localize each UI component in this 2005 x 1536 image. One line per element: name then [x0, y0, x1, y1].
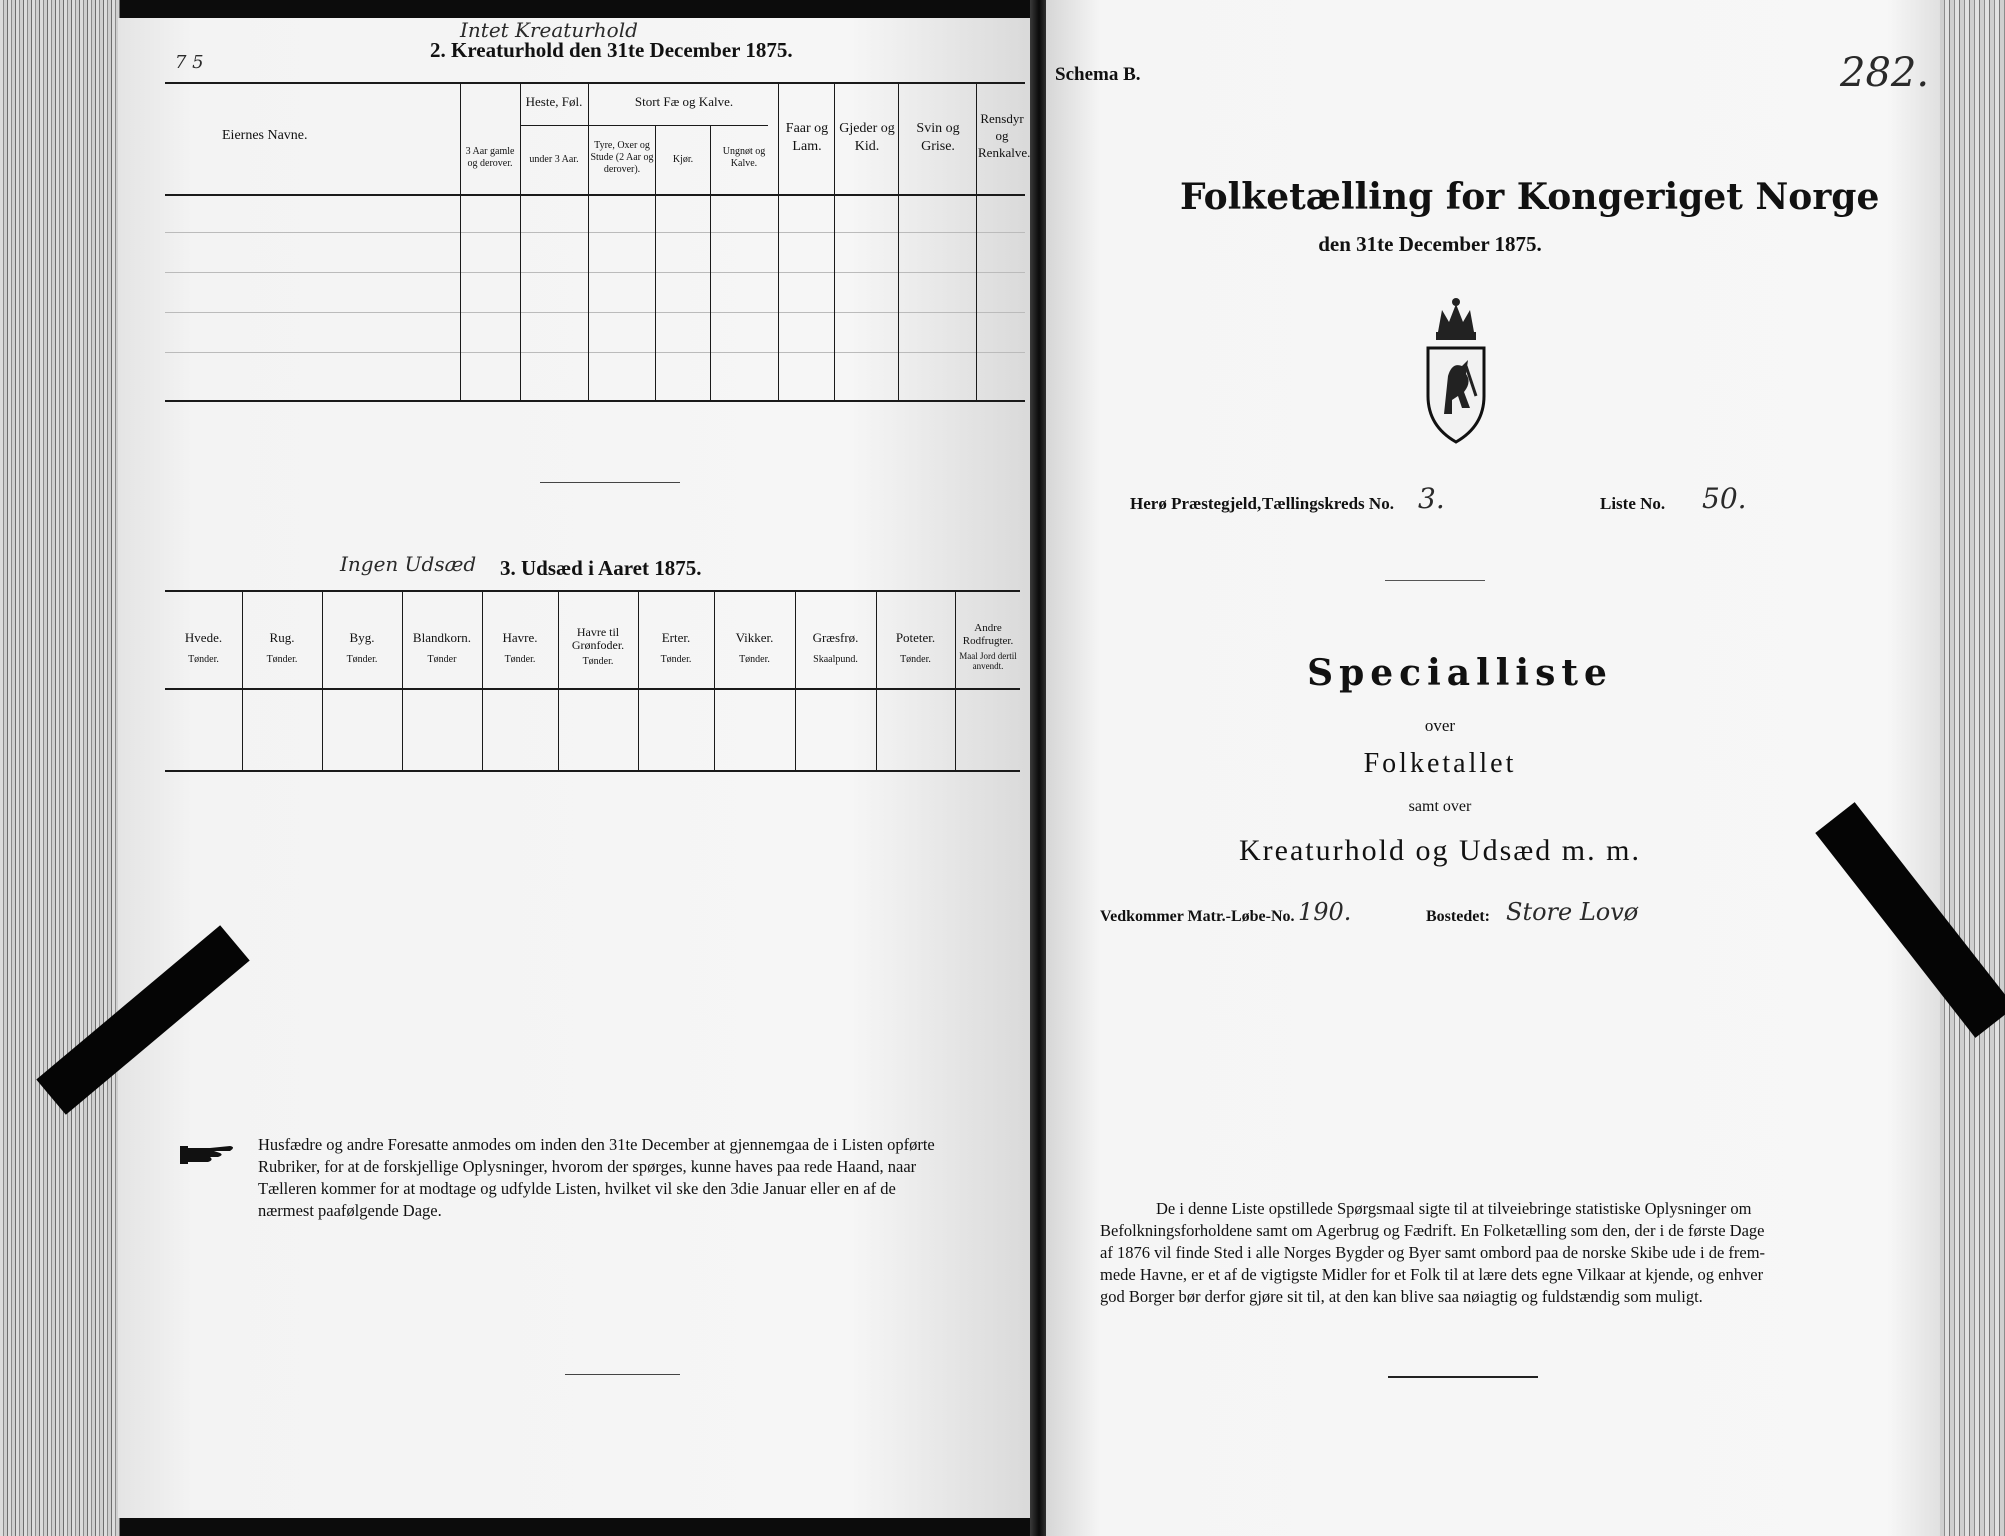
document-subtitle: den 31te December 1875.: [1318, 232, 1542, 256]
seed-col-byg: Byg. Tønder.: [346, 630, 378, 665]
list-label: Liste No.: [1600, 494, 1666, 513]
seed-col-vikker: Vikker. Tønder.: [735, 630, 774, 665]
col-divider: [898, 84, 899, 400]
corner-mark: 7 5: [175, 52, 204, 73]
bosted-label: Bostedet:: [1426, 908, 1490, 925]
document-title: Folketælling for Kongeriget Norge: [1180, 176, 1880, 218]
section3-title: 3. Udsæd i Aaret 1875.: [500, 556, 702, 580]
district-number: 3.: [1418, 482, 1445, 515]
bosted-value: Store Lovø: [1506, 898, 1639, 926]
col-divider: [778, 84, 779, 400]
header-pigs: Svin og Grise.: [916, 121, 960, 154]
col-divider: [460, 84, 461, 400]
statistics-explanation: De i denne Liste opstillede Spørgsmaal sigte til at tilveiebringe statistiske Oplysninger om Befolkningsforholdene samt om Agerbrug og Fædrift. En Folketælling som den, der i de første Dage af 1876 vil finde Sted i alle Norges Bygder og Byer samt ombord paa de norske Skibe ude i de frem- mede Havne, er et af de vigtigste Midler for et Folk til at lære dets egne Vilkaar at kjende, og enhver god Borger bør derfor gjøre sit til, at den kan blive saa nøiagtig og fuldstændig som muligt.: [1100, 1199, 1766, 1306]
col-divider: [322, 592, 323, 770]
parish-label: Herø Præstegjeld,: [1130, 494, 1262, 513]
header-owner: Eiernes Navne.: [222, 128, 308, 143]
matr-number: 190.: [1298, 898, 1352, 926]
header-goats: Gjeder og Kid.: [839, 121, 895, 154]
header-cattle-group: Stort Fæ og Kalve.: [634, 94, 734, 109]
pointing-hand-icon: [180, 1138, 238, 1168]
page-number: 282.: [1840, 50, 1930, 96]
seed-table-header-rule: [165, 688, 1020, 690]
header-bulls: Tyre, Oxer og Stude (2 Aar og derover).: [590, 140, 654, 175]
norwegian-coat-of-arms-icon: [1422, 296, 1490, 446]
separator-line: [1385, 580, 1485, 581]
seed-col-havre-gronfoder: Havre til Grønfoder. Tønder.: [571, 625, 625, 667]
col-divider: [795, 592, 796, 770]
col-divider: [588, 84, 589, 400]
header-reindeer: Rensdyr og Renkalve.: [978, 111, 1031, 160]
left-page: [118, 18, 1033, 1518]
seed-table-top-rule: [165, 590, 1020, 592]
col-divider: [638, 592, 639, 770]
col-divider: [714, 592, 715, 770]
seed-col-blandkorn: Blandkorn. Tønder: [412, 630, 472, 665]
col-divider: [655, 125, 656, 400]
col-divider: [955, 592, 956, 770]
col-divider: [242, 592, 243, 770]
col-divider: [976, 84, 977, 400]
kreaturhold-text: Kreaturhold og Udsæd m. m.: [1239, 834, 1641, 867]
col-divider: [710, 125, 711, 400]
header-young-cattle: Ungnøt og Kalve.: [722, 146, 766, 169]
section2-title: 2. Kreaturhold den 31te December 1875.: [430, 38, 793, 62]
header-cows: Kjør.: [672, 154, 694, 165]
matr-label: Vedkommer Matr.-Løbe-No.: [1100, 908, 1295, 925]
col-divider: [834, 84, 835, 400]
samt-over-text: samt over: [1408, 798, 1472, 815]
seed-handwritten-note: Ingen Udsæd: [340, 552, 477, 576]
seed-col-hvede: Hvede. Tønder.: [184, 630, 223, 665]
header-horses-under3: under 3 Aar.: [529, 154, 579, 165]
folketallet-text: Folketallet: [1363, 748, 1517, 779]
seed-col-erter: Erter. Tønder.: [660, 630, 692, 665]
livestock-row-rule: [165, 232, 1025, 233]
separator-line: [1388, 1376, 1538, 1378]
livestock-table-top-rule: [165, 82, 1025, 84]
district-label: Tællingskreds No.: [1262, 494, 1394, 513]
seed-col-rodfrugter: Andre Rodfrugter. Maal Jord dertil anvendt.: [959, 622, 1017, 671]
livestock-row-rule: [165, 272, 1025, 273]
header-horses-group: Heste, Føl.: [525, 94, 583, 109]
list-number: 50.: [1702, 482, 1747, 515]
livestock-table-bottom-rule: [165, 400, 1025, 402]
col-divider: [558, 592, 559, 770]
seed-col-graesfro: Græsfrø. Skaalpund.: [812, 630, 859, 665]
livestock-row-rule: [165, 352, 1025, 353]
col-divider: [402, 592, 403, 770]
seed-col-havre: Havre. Tønder.: [502, 630, 538, 665]
specialliste-heading: Specialliste: [1307, 652, 1613, 694]
livestock-table-header-rule: [165, 194, 1025, 196]
header-horses-3plus: 3 Aar gamle og derover.: [465, 146, 515, 169]
schema-label: Schema B.: [1055, 64, 1141, 85]
livestock-handwritten-note: Intet Kreaturhold: [460, 18, 638, 42]
seed-col-rug: Rug. Tønder.: [266, 630, 298, 665]
seed-table-bottom-rule: [165, 770, 1020, 772]
header-sheep: Faar og Lam.: [785, 121, 829, 154]
over-text: over: [1424, 716, 1456, 735]
seed-col-poteter: Poteter. Tønder.: [895, 630, 936, 665]
livestock-row-rule: [165, 312, 1025, 313]
livestock-subheader-rule: [520, 125, 768, 126]
page-stack-left: [0, 0, 120, 1536]
col-divider: [876, 592, 877, 770]
separator-line: [565, 1374, 680, 1375]
col-divider: [520, 84, 521, 400]
separator-line: [540, 482, 680, 483]
page-stack-right: [1940, 0, 2005, 1536]
col-divider: [482, 592, 483, 770]
householder-notice: Husfædre og andre Foresatte anmodes om inden den 31te December at gjennemgaa de i Listen opførte Rubriker, for at de forskjellige Oplysninger, hvorom der spørges, kunne haves paa rede Haand, naar Tælleren kommer for at modtage og udfylde Listen, hvilket vil ske den 3die Januar eller en af de nærmest paafølgende Dage.: [258, 1135, 935, 1220]
